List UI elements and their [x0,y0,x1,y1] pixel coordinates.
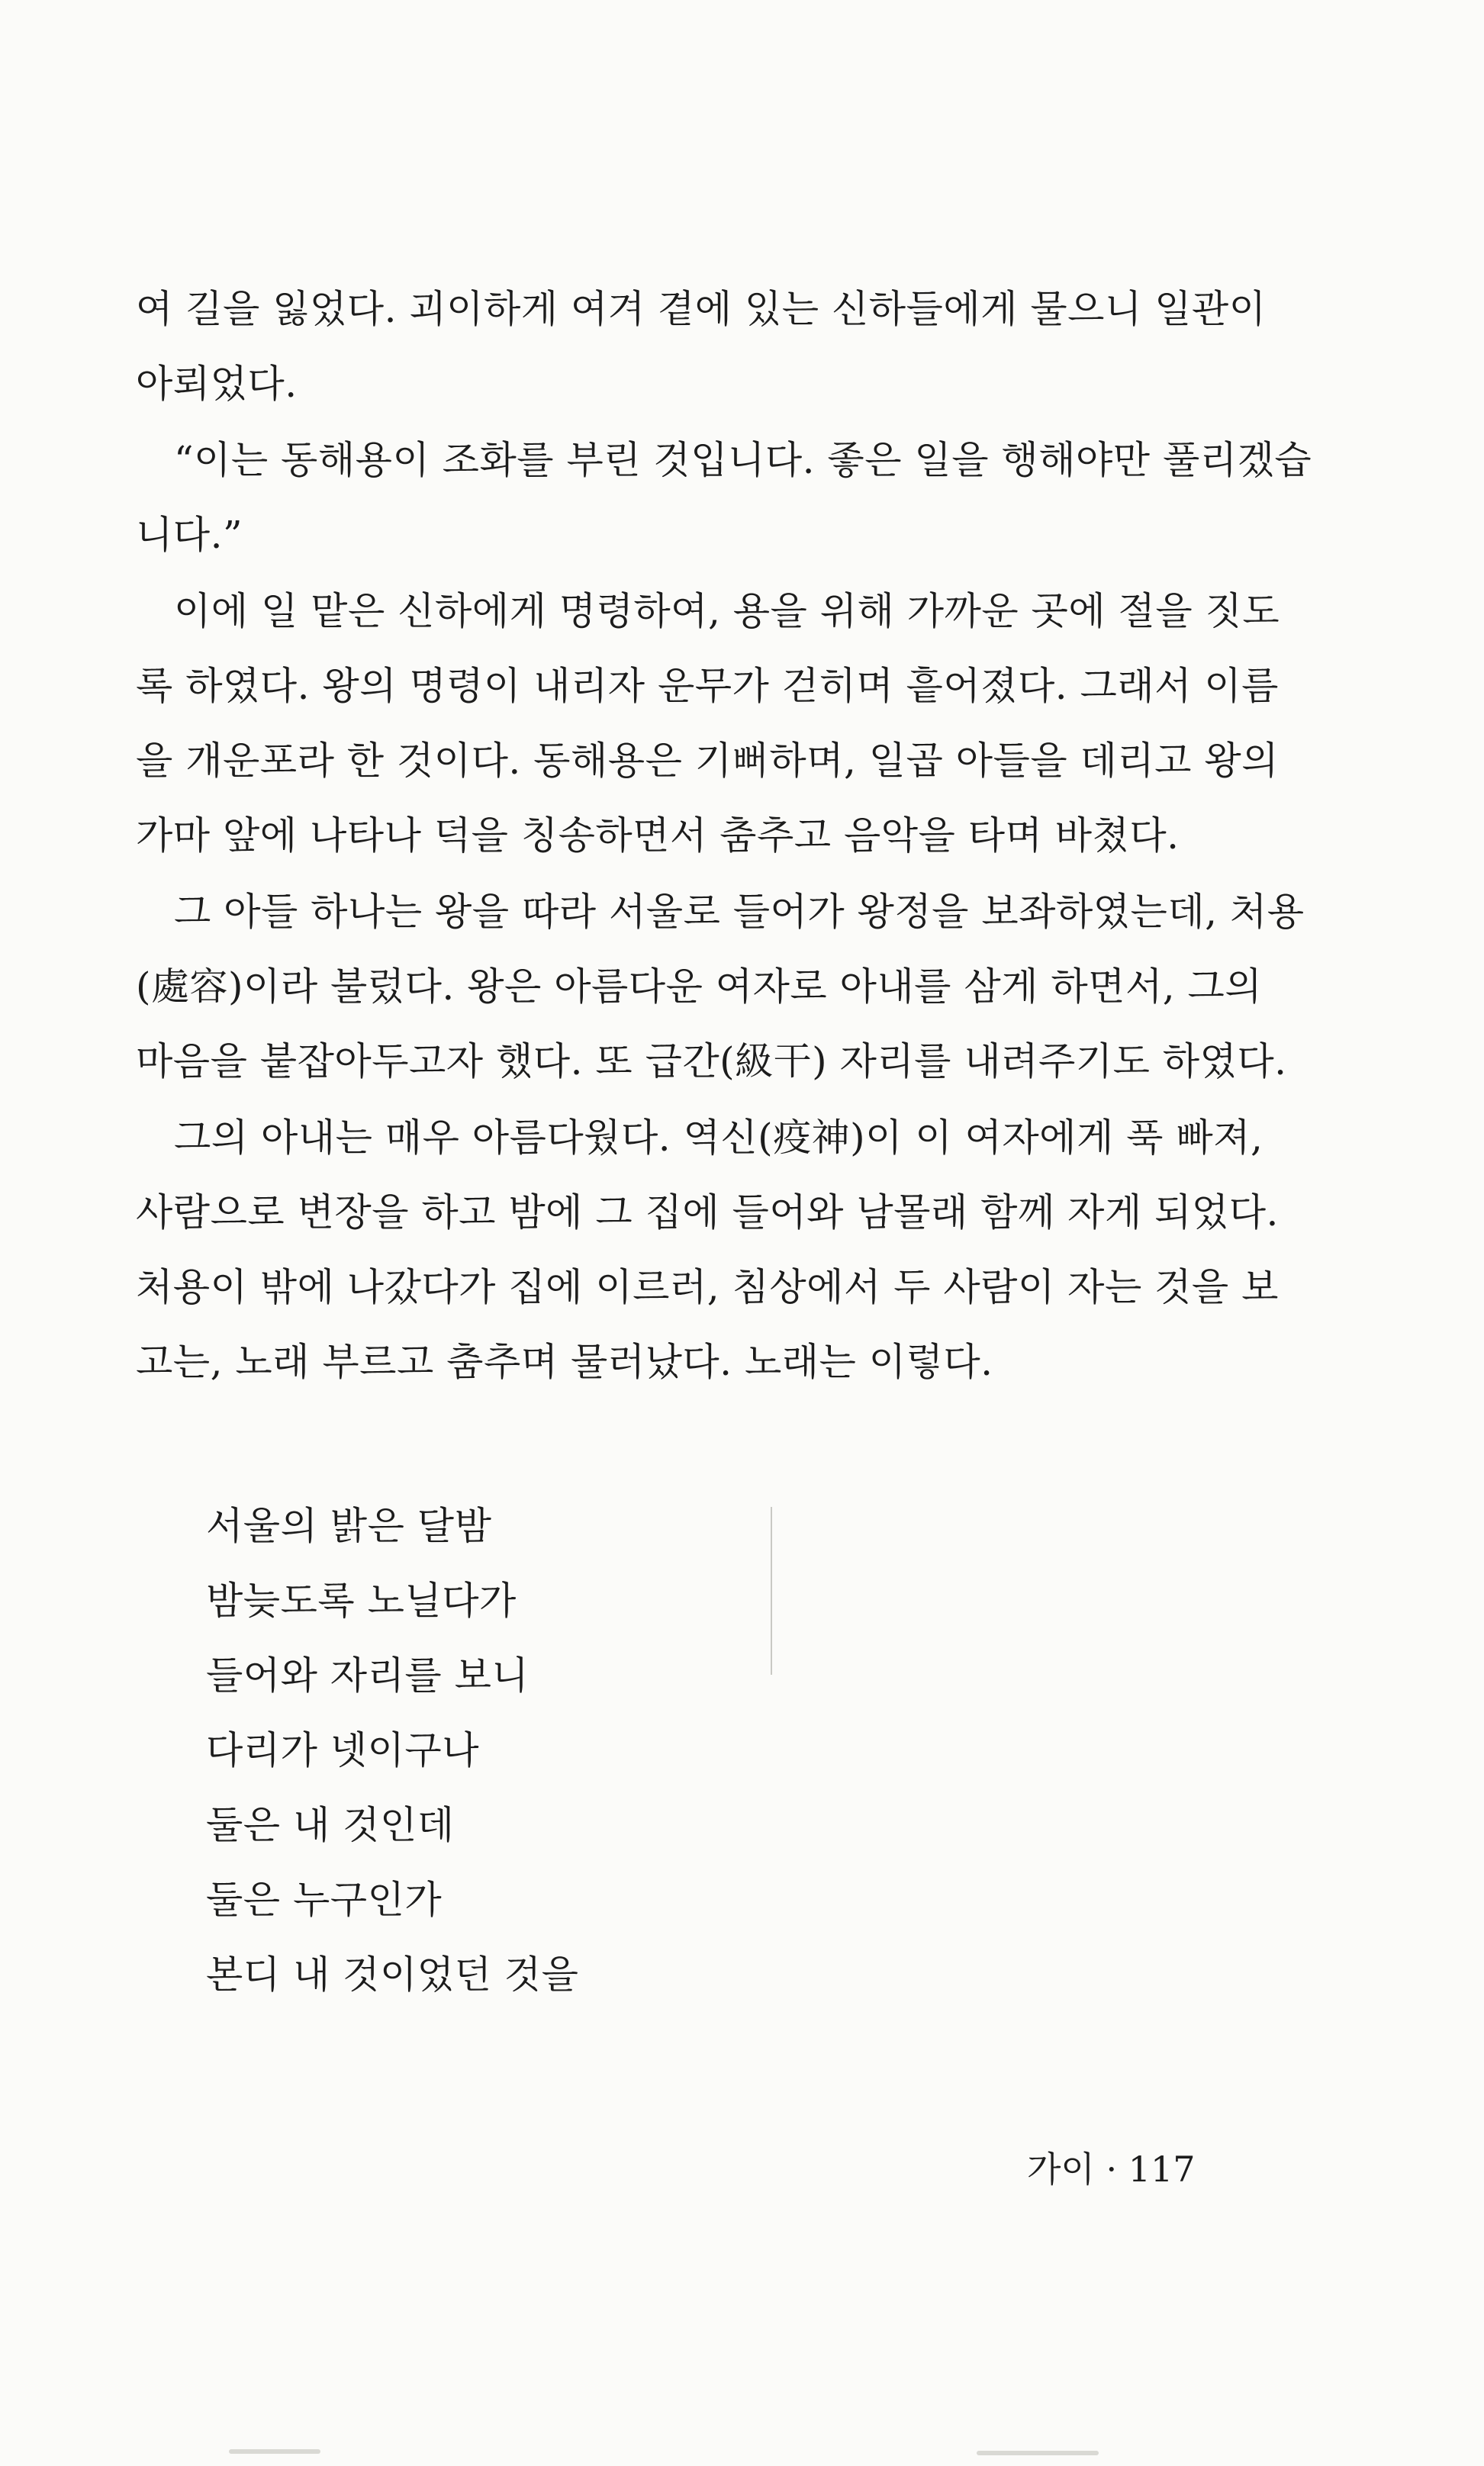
poem-line: 본디 내 것이었던 것을 [206,1953,579,1997]
scan-edge-mark [229,2449,320,2454]
scan-edge-mark [977,2451,1099,2455]
pencil-mark [771,1507,772,1675]
page-number: 가이 · 117 [1027,2149,1196,2190]
prose-line: “이는 동해용이 조화를 부린 것입니다. 좋은 일을 행해야만 풀리겠습 [174,438,1312,482]
prose-line: 그의 아내는 매우 아름다웠다. 역신(疫神)이 이 여자에게 푹 빠져, [174,1115,1263,1160]
prose-line: 사람으로 변장을 하고 밤에 그 집에 들어와 남몰래 함께 자게 되었다. [136,1190,1279,1235]
poem-line: 들어와 자리를 보니 [206,1653,530,1698]
prose-line: 그 아들 하나는 왕을 따라 서울로 들어가 왕정을 보좌하였는데, 처용 [174,890,1305,934]
prose-line: 이에 일 맡은 신하에게 명령하여, 용을 위해 가까운 곳에 절을 짓도 [174,589,1280,633]
poem-line: 서울의 밝은 달밤 [206,1504,492,1548]
poem-line: 다리가 넷이구나 [206,1728,479,1772]
poem-line: 둘은 누구인가 [206,1878,443,1922]
prose-line: 마음을 붙잡아두고자 했다. 또 급간(級干) 자리를 내려주기도 하였다. [136,1039,1287,1083]
prose-line: 가마 앞에 나타나 덕을 칭송하면서 춤추고 음악을 타며 바쳤다. [136,813,1180,858]
prose-line: 여 길을 잃었다. 괴이하게 여겨 곁에 있는 신하들에게 물으니 일관이 [136,287,1267,331]
prose-line: 고는, 노래 부르고 춤추며 물러났다. 노래는 이렇다. [136,1340,993,1384]
prose-line: 처용이 밖에 나갔다가 집에 이르러, 침상에서 두 사람이 자는 것을 보 [136,1265,1279,1309]
poem-line: 둘은 내 것인데 [206,1803,455,1847]
prose-line: 니다.” [136,513,243,557]
prose-line: (處容)이라 불렀다. 왕은 아름다운 여자로 아내를 삼게 하면서, 그의 [136,964,1263,1009]
prose-line: 아뢰었다. [136,362,298,406]
poem-line: 밤늦도록 노닐다가 [206,1579,517,1623]
prose-line: 을 개운포라 한 것이다. 동해용은 기뻐하며, 일곱 아들을 데리고 왕의 [136,739,1279,783]
prose-line: 록 하였다. 왕의 명령이 내리자 운무가 걷히며 흩어졌다. 그래서 이름 [136,664,1279,708]
